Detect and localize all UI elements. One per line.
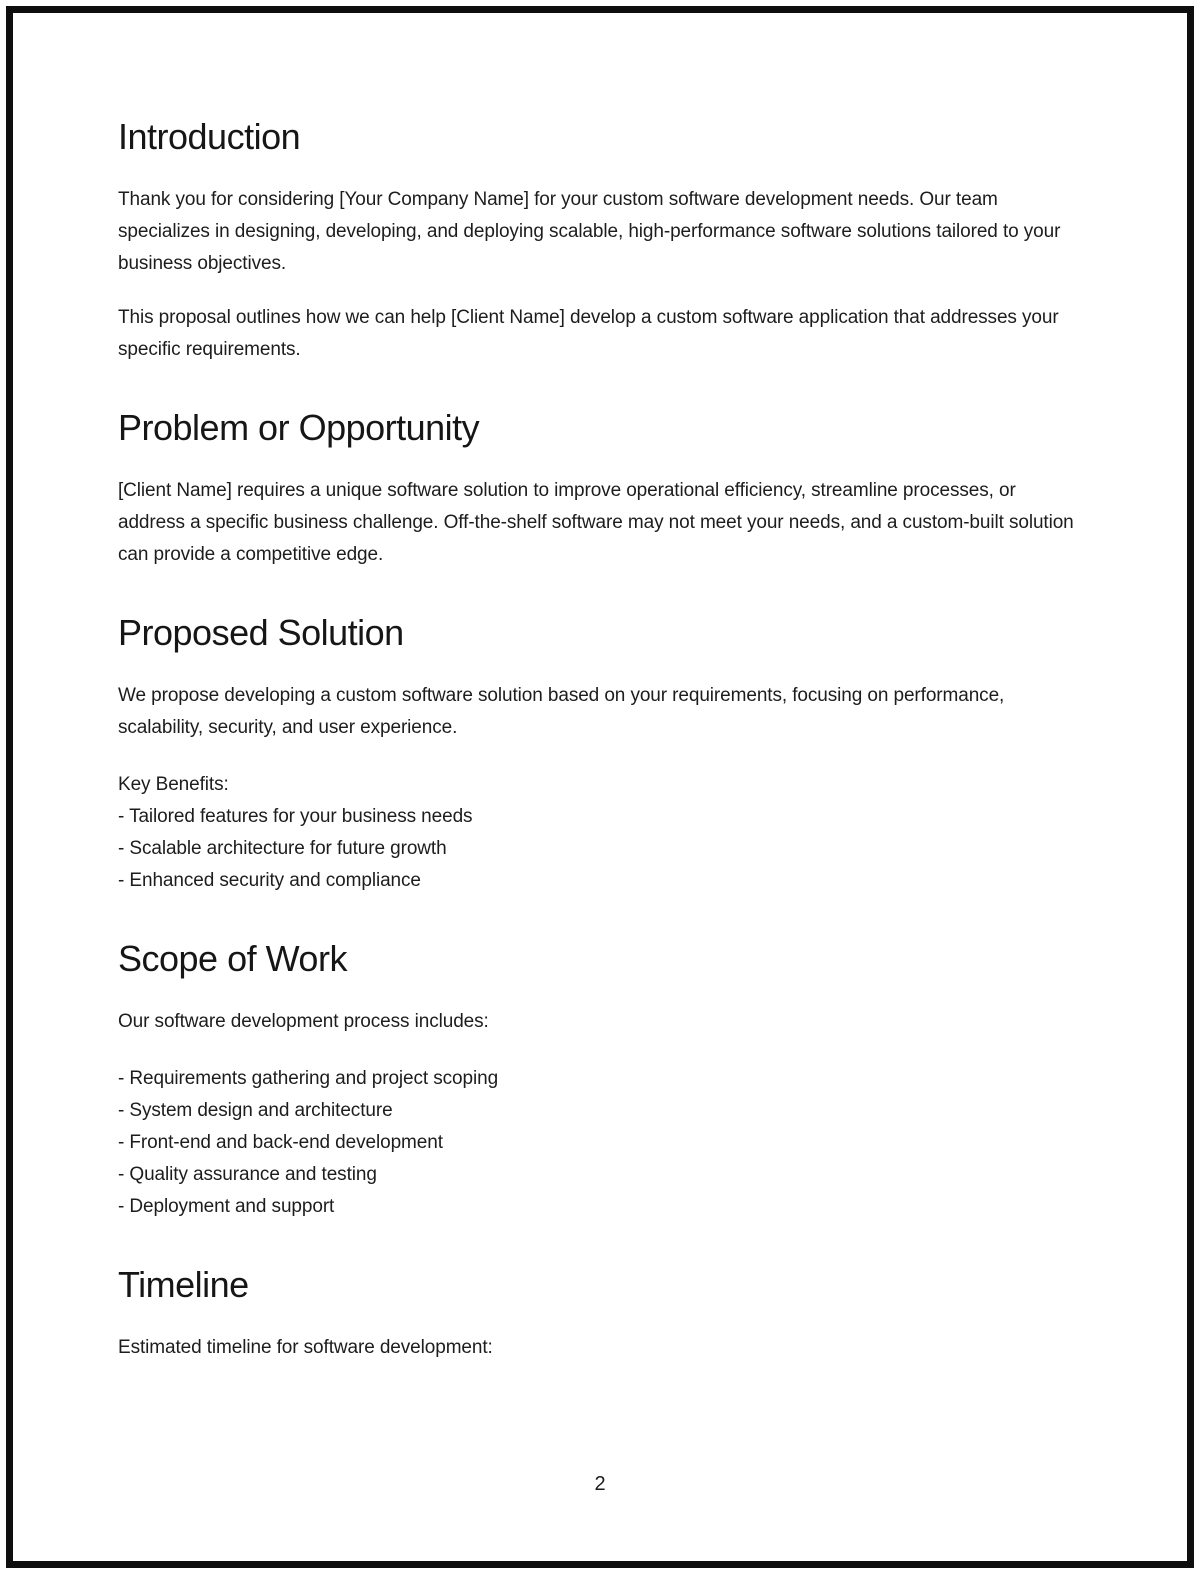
scope-of-work-item: - Deployment and support (118, 1196, 335, 1217)
page-number: 2 (594, 1473, 606, 1495)
section-heading-introduction: Introduction (118, 116, 301, 157)
scope-of-work-item: - System design and architecture (118, 1100, 393, 1121)
paragraph-introduction-1: Thank you for considering [Your Company Name] for your custom software development needs. Our team specializes in designing, developing, and deploying scalable, high-performance software solutions tailored to your business objectives. (118, 189, 1061, 274)
key-benefits-item: - Scalable architecture for future growth (118, 838, 447, 859)
paragraph-scope-of-work: Our software development process includes: (118, 1011, 489, 1032)
scope-of-work-item: - Quality assurance and testing (118, 1164, 377, 1185)
key-benefits-intro: Key Benefits: (118, 774, 229, 795)
scope-of-work-item: - Front-end and back-end development (118, 1132, 443, 1153)
section-heading-scope-of-work: Scope of Work (118, 938, 347, 979)
scope-of-work-list (118, 1063, 1082, 1223)
section-heading-problem-or-opportunity: Problem or Opportunity (118, 407, 480, 448)
paragraph-proposed-solution: We propose developing a custom software solution based on your requirements, focusing on performance, scalability, security, and user experience. (118, 685, 1005, 738)
key-benefits-list (118, 769, 1082, 897)
key-benefits-item: - Tailored features for your business needs (118, 806, 473, 827)
paragraph-timeline: Estimated timeline for software development: (118, 1337, 493, 1358)
key-benefits-item: - Enhanced security and compliance (118, 870, 421, 891)
section-heading-proposed-solution: Proposed Solution (118, 612, 404, 653)
section-heading-timeline: Timeline (118, 1264, 249, 1305)
paragraph-problem-or-opportunity: [Client Name] requires a unique software solution to improve operational efficiency, streamline processes, or address a specific business challenge. Off-the-shelf software may not meet your needs, and a custom-built solution can provide a competitive edge. (118, 480, 1074, 565)
paragraph-introduction-2: This proposal outlines how we can help [Client Name] develop a custom software application that addresses your specific requirements. (118, 307, 1059, 360)
document-content (118, 115, 1082, 1386)
scope-of-work-item: - Requirements gathering and project scoping (118, 1068, 499, 1089)
